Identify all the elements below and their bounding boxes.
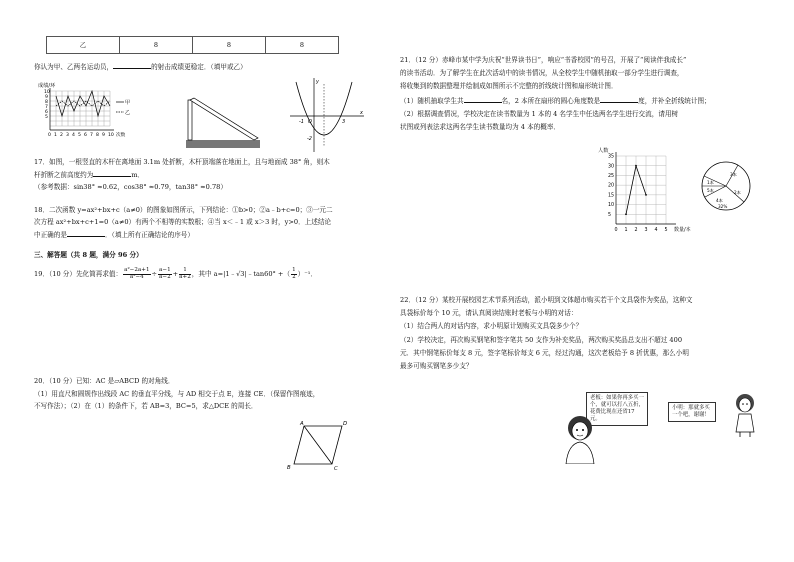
- reading-line-chart: [596, 144, 700, 234]
- answer-blank: [600, 96, 638, 103]
- chart-xlabel: 次数: [116, 133, 126, 138]
- ytick-label: 10: [44, 90, 50, 95]
- broken-pole-figure: [182, 96, 264, 156]
- vertex-label: A: [300, 421, 304, 427]
- question-22: 22．（12 分）某校开展校园艺术节系列活动，派小明到文体超市购买若干个文具袋作为奖品，这种文 具袋标价每个 10 元，请认真阅读结账时老板与小明的对话： （1）结合两人的对话内容，求小明原计划购买文具袋多少个？ （2）学校决定，再次购买钢笔和签字笔共 50 支作为补充奖品，两次购买奖品总支出不超过 400 元．其中钢笔标价每支 8 元，签字笔标价每支 6 元，经过沟通，这次老板给予 8 折优惠，那么小明 最多可购买钢笔多少支？: [400, 296, 693, 371]
- diagonal-ac: [304, 426, 332, 464]
- xiaoming-illustration: [728, 392, 762, 438]
- root-label: 3: [342, 119, 346, 125]
- ytick-label: 30: [608, 164, 615, 170]
- table-cell: 8: [266, 37, 339, 54]
- pie-label: 2本: [734, 190, 741, 195]
- ytick-label: 5: [608, 212, 612, 218]
- pole-fallen: [190, 98, 258, 140]
- pie-label: 1本: [707, 180, 714, 185]
- vertex-label: B: [287, 465, 291, 471]
- answer-blank: [93, 170, 131, 177]
- score-line-chart: [30, 80, 148, 156]
- pole-standing: [188, 100, 192, 140]
- ytick-label: 10: [608, 203, 615, 209]
- axis-label-x: x: [360, 110, 363, 116]
- vertex-label: C: [334, 466, 338, 472]
- origin-label: O: [308, 119, 312, 125]
- axis-label-y: y: [316, 79, 319, 85]
- xtick-label: 3: [66, 133, 69, 138]
- chart-xticks: [48, 131, 126, 138]
- xtick-label: 5: [664, 228, 668, 233]
- pie-label: 3本: [730, 172, 737, 177]
- ytick-label: 25: [608, 174, 615, 180]
- intercept-label: -2: [307, 136, 312, 142]
- xtick-label: 5: [78, 133, 81, 138]
- ytick-label: 8: [45, 100, 48, 105]
- speech-bubble-boss: 老板：如果你再多买一个，就可以打八五折，花费比现在还省17元。: [586, 392, 648, 426]
- pie-percent: 32%: [718, 204, 728, 209]
- chart-xlabel: 数量/本: [674, 227, 691, 233]
- ytick-label: 9: [45, 95, 48, 100]
- xtick-label: 4: [654, 228, 658, 233]
- answer-blank: [113, 62, 151, 69]
- chart-yticks: [608, 154, 614, 218]
- xtick-label: 2: [60, 133, 63, 138]
- fraction: $\frac{1}{a+2}$: [179, 267, 191, 280]
- fraction: $\frac{\text{a²−2a+1}}{\text{a²−4}}$: [124, 267, 150, 280]
- ytick-label: 5: [45, 115, 48, 120]
- xtick-label: 9: [102, 133, 105, 138]
- reading-pie-chart: [696, 156, 756, 216]
- parallelogram-figure: [282, 420, 358, 472]
- ytick-label: 7: [45, 105, 48, 110]
- question-16-tail: 你认为甲、乙两名运动员， 的射击成绩更稳定．（填甲或乙）: [34, 63, 247, 71]
- xtick-label: 6: [84, 133, 87, 138]
- question-21: 21．（12 分）赤峰市某中学为庆祝“世界读书日”，响应“书香校园”的号召，开展了“阅读伴我成长” 的读书活动．为了解学生在此次活动中的读书情况，从全校学生中随机抽取一部分学生进行调查， 将收集到的数据整理并绘制成如图所示不完整的折线统计图和扇形统计图． （1）随机抽取学生共 名，2 本所在扇形的圆心角度数是 度，并补全折线统计图； （2）根据调查情况，学校决定在读书数量为 1 本的 4 名学生中任选两名学生进行交流，请用树 状图或列表法求这两名学生读书数量均为 4 本的概率．: [400, 56, 711, 132]
- table-cell: 8: [120, 37, 193, 54]
- legend-label: 乙: [125, 110, 131, 116]
- xtick-label: 0: [614, 228, 618, 233]
- data-point: [625, 213, 627, 215]
- question-18: 18．二次函数 y=ax²+bx+c（a≠0）的图象如图所示，下列结论：①b>0；②a﹣b+c=0；③一元二 次方程 ax²+bx+c+1=0（a≠0）有两个不相等的实数根；④当 x＜﹣1 或 x＞3 时，y>0．上述结论 中正确的是 ．（填上所有正确结论的序号）: [34, 206, 333, 240]
- ytick-label: 6: [45, 110, 48, 115]
- ground: [186, 140, 260, 148]
- answer-blank: [67, 230, 105, 237]
- vertex-label: D: [343, 421, 348, 427]
- xtick-label: 1: [624, 228, 628, 233]
- xtick-label: 8: [96, 133, 99, 138]
- parabola-figure: [286, 76, 366, 156]
- chart-ylabel: 成绩/环: [38, 83, 56, 89]
- xtick-label: 3: [644, 228, 648, 233]
- ytick-label: 20: [608, 183, 615, 189]
- chart-yticks: [44, 89, 50, 120]
- xtick-label: 10: [108, 133, 114, 138]
- xtick-label: 2: [634, 228, 638, 233]
- score-table: [46, 36, 339, 54]
- fraction: $\frac{1}{2}$: [292, 267, 296, 280]
- question-20: 20．（10 分）已知：AC 是▱ABCD 的对角线． （1）用直尺和圆规作出线段 AC 的垂直平分线，与 AD 相交于点 E，连接 CE．（保留作图痕迹， 不写作法）；（2）在（1）的条件下，若 AB=3，BC=5，求△DCE 的周长．: [34, 377, 320, 411]
- xtick-label: 0: [48, 133, 51, 138]
- data-point: [635, 165, 637, 167]
- section-title: 三、解答题（共 8 题，满分 96 分）: [34, 251, 143, 259]
- chart-xticks: [615, 227, 668, 233]
- table-row: [47, 37, 339, 54]
- question-19: 19．（10 分）先化简再求值： $\frac{\text{a²−2a+1}}{\text{a²−4}}$ ÷ $\frac{a-1}{a-2}$ + $\frac{1}{a+2}$ ，其中 a=|1﹣√3|﹣tan60° +（ $\frac{1}{2}$ ）⁻¹．: [34, 267, 317, 280]
- ytick-label: 35: [608, 154, 615, 160]
- answer-blank: [464, 96, 502, 103]
- xtick-label: 7: [90, 133, 93, 138]
- chart-legend: [116, 99, 130, 116]
- boss-illustration: [560, 414, 600, 464]
- data-point: [645, 194, 647, 196]
- xtick-label: 1: [54, 133, 57, 138]
- root-label: -1: [299, 119, 304, 125]
- ytick-label: 15: [608, 193, 615, 199]
- question-17: 17．如图，一根竖直的木杆在离地面 3.1m 处折断，木杆顶端落在地面上，且与地面成 38° 角，则木 杆折断之前高度约为 m． （参考数据：sin38° ≈0.62，cos38° ≈0.79，tan38° ≈0.78）: [34, 158, 330, 192]
- legend-label: 甲: [125, 100, 131, 106]
- pie-label: 4本: [716, 198, 723, 203]
- fraction: $\frac{a-1}{a-2}$: [159, 267, 171, 280]
- chart-ylabel: 人数: [598, 148, 609, 154]
- table-cell: 乙: [47, 37, 120, 54]
- speech-bubble-xiaoming: 小明：那就多买一个吧，谢谢！: [668, 402, 716, 422]
- table-cell: 8: [193, 37, 266, 54]
- chart-grid: [616, 156, 666, 224]
- xtick-label: 4: [72, 133, 75, 138]
- pie-label: 5本: [707, 188, 714, 193]
